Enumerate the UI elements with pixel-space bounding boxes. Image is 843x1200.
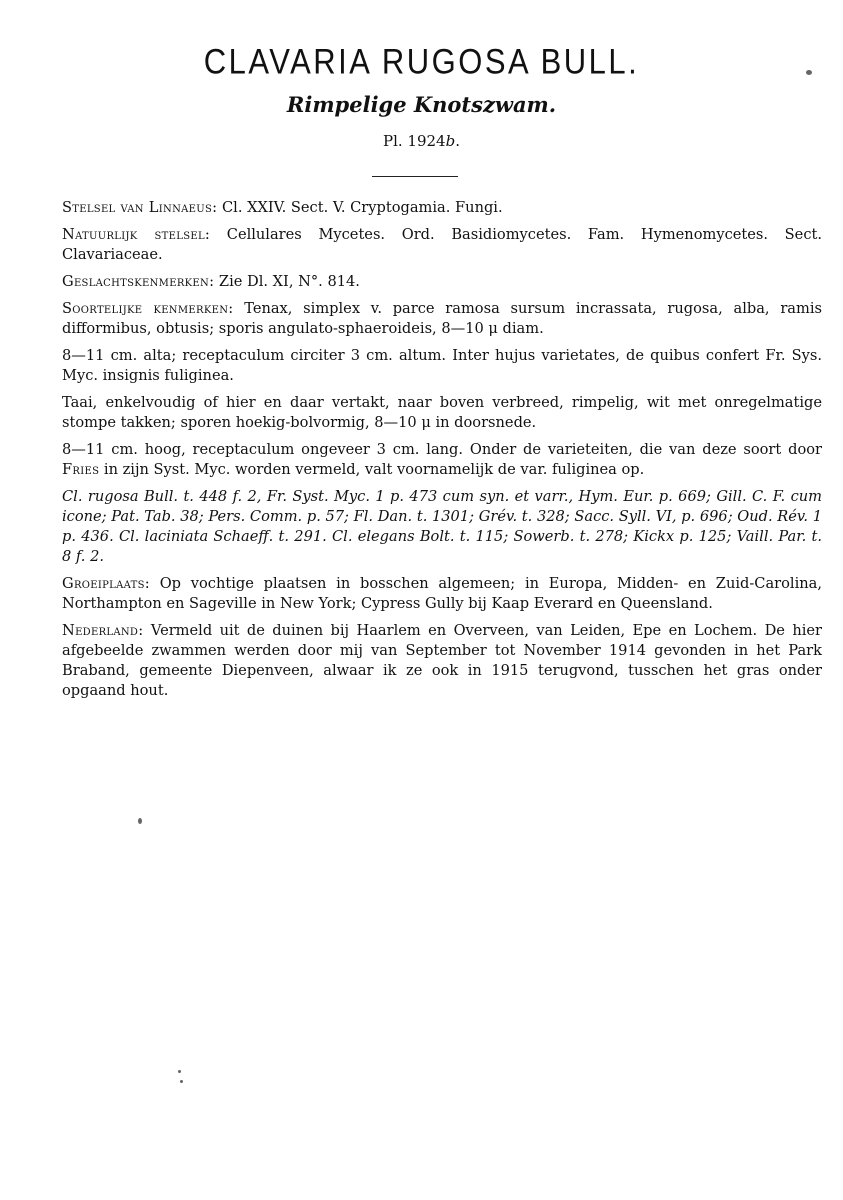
netherlands-label: Nederland: [62,622,144,639]
linnaeus-paragraph [62,198,822,218]
page-title: CLAVARIA RUGOSA BULL. [203,41,640,82]
species-paragraph [62,299,822,339]
plate-number [0,132,843,150]
dutch-description-paragraph: Taai, enkelvoudig of hier en daar vertakt, naar boven verbreed, rimpelig, wit met onregelmatige stompe takken; sporen hoekig-bolvormig, 8—10 μ in doorsnede. [62,394,822,431]
natural-system-label: Natuurlijk stelsel: [62,226,211,243]
linnaeus-text: Cl. XXIV. Sect. V. Cryptogamia. Fungi. [217,199,503,216]
scan-speck [178,1070,181,1073]
netherlands-paragraph [62,621,822,701]
page-subtitle: Rimpelige Knotszwam. [286,92,557,117]
scan-speck [138,818,142,824]
natural-system-paragraph [62,225,822,265]
scan-speck [806,70,812,75]
dutch-size-text-before: 8—11 cm. hoog, receptaculum ongeveer 3 cm. lang. Onder de varieteiten, die van deze soort door [62,441,822,458]
plate-number-suffix: b [445,132,456,150]
references-paragraph: Cl. rugosa Bull. t. 448 f. 2, Fr. Syst. Myc. 1 p. 473 cum syn. et varr., Hym. Eur. p. 669; Gill. C. F. cum icone; Pat. Tab. 38; Pers. Comm. p. 57; Fl. Dan. t. 1301; Grév. t. 328; Sacc. Syll. VI, p. 696; Oud. Rév. 1 p. 436. Cl. laciniata Schaeff. t. 291. Cl. elegans Bolt. t. 115; Sowerb. t. 278; Kickx p. 125; Vaill. Par. t. 8 f. 2. [62,488,822,565]
genus-paragraph [62,272,822,292]
habitat-label: Groeiplaats: [62,575,150,592]
title-divider [372,176,458,177]
genus-text: Zie Dl. XI, N°. 814. [214,273,360,290]
species-text: Tenax, simplex v. parce ramosa sursum incrassata, rugosa, alba, ramis difformibus, obtusis; sporis angulato-sphaeroideis, 8—10 μ diam. [62,300,822,337]
description-body [62,198,822,708]
linnaeus-label: Stelsel van Linnaeus: [62,199,218,216]
latin-size-paragraph: 8—11 cm. alta; receptaculum circiter 3 cm. altum. Inter hujus varietates, de quibus confert Fr. Sys. Myc. insignis fuliginea. [62,347,822,384]
dutch-size-paragraph [62,440,822,480]
plate-number-end: . [455,132,460,150]
habitat-paragraph [62,574,822,614]
plate-number-prefix: Pl. 1924 [383,132,446,150]
natural-system-text: Cellulares Mycetes. Ord. Basidiomycetes. Fam. Hymenomycetes. Sect. Clavariaceae. [62,226,822,263]
scan-speck [180,1080,183,1083]
author-name-fries: Fries [62,461,100,478]
species-label: Soortelijke kenmerken: [62,300,234,317]
dutch-size-text-after: in zijn Syst. Myc. worden vermeld, valt voornamelijk de var. fuliginea op. [99,461,645,478]
netherlands-text: Vermeld uit de duinen bij Haarlem en Overveen, van Leiden, Epe en Lochem. De hier afgebeelde zwammen werden door mij van September tot November 1914 gevonden in het Park Braband, gemeente Diepenveen, alwaar ik ze ook in 1915 terugvond, tusschen het gras onder opgaand hout. [62,622,822,699]
habitat-text: Op vochtige plaatsen in bosschen algemeen; in Europa, Midden- en Zuid-Carolina, Northampton en Sageville in New York; Cypress Gully bij Kaap Everard en Queensland. [62,575,822,612]
genus-label: Geslachtskenmerken: [62,273,215,290]
